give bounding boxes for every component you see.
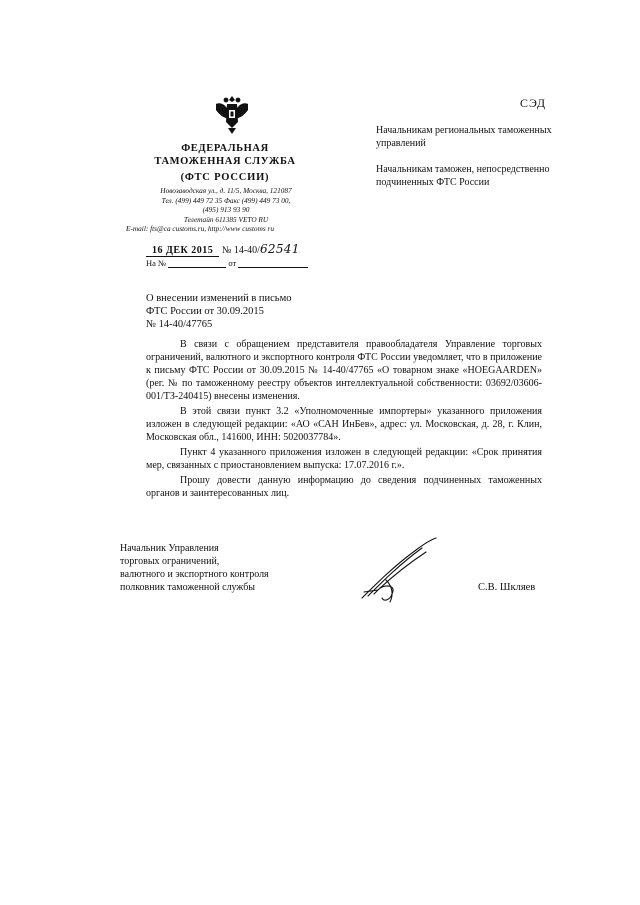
body-paragraph-2: В этой связи пункт 3.2 «Уполномоченные импортеры» указанного приложения изложен в следующей редакции: «АО «САН ИнБев», адрес: ул. Московская, д. 28, г. Клин, Московская обл., 141600, ИНН: 5020037784». <box>146 406 542 443</box>
signer-line4: полковник таможенной службы <box>120 582 256 593</box>
agency-name-block <box>140 142 310 184</box>
reference-line <box>146 258 308 268</box>
letter-body <box>146 338 542 500</box>
addressee-1: Начальникам региональных таможенных управлений <box>376 125 552 149</box>
body-paragraph-1: В связи с обращением представителя правообладателя Управление торговых ограничений, валютного и экспортного контроля ФТС России уведомляет, что в приложение к письму ФТС России от 30.09.2015 № 14-40/47765 «О товарном знаке «HOEGAARDEN» (рег. № по таможенному реестру объектов интеллектуальной собственности: 03692/03606-001/ТЗ-240415) внесены изменения. <box>146 339 542 402</box>
body-paragraph-3: Пункт 4 указанного приложения изложен в следующей редакции: «Срок принятия мер, связанных с приостановлением выпуска: 17.07.2016 г.». <box>146 447 542 471</box>
registration-number-handwritten: 62541 <box>259 242 300 256</box>
reference-number-blank <box>168 259 226 268</box>
signer-line3: валютного и экспортного контроля <box>120 569 269 580</box>
reference-from-label: от <box>228 258 237 268</box>
registration-date: 16 ДЕК 2015 <box>146 245 219 257</box>
agency-name-line2: ТАМОЖЕННАЯ СЛУЖБА <box>154 156 296 167</box>
addressee-2: Начальникам таможен, непосредственно подчиненных ФТС России <box>376 164 550 188</box>
signer-name: С.В. Шкляев <box>478 582 536 593</box>
registration-line <box>146 242 300 257</box>
registration-number-prefix: № 14-40/ <box>221 245 260 256</box>
subject-line3: № 14-40/47765 <box>146 319 213 330</box>
signer-position <box>120 542 340 594</box>
agency-telex: Телетайп 611385 VETO RU <box>183 214 269 224</box>
subject-line2: ФТС России от 30.09.2015 <box>146 306 264 317</box>
signer-line1: Начальник Управления <box>120 543 219 554</box>
body-paragraph-4: Прошу довести данную информацию до сведения подчиненных таможенных органов и заинтересованных лиц. <box>146 475 542 499</box>
agency-name-line1: ФЕДЕРАЛЬНАЯ <box>181 143 269 154</box>
letter-subject <box>146 292 346 331</box>
reference-date-blank <box>238 259 308 268</box>
reference-number-label: На № <box>146 258 167 268</box>
agency-address: Новозаводская ул., д. 11/5, Москва, 121087 <box>160 186 292 195</box>
signature-icon <box>356 536 452 606</box>
subject-line1: О внесении изменений в письмо <box>146 293 292 304</box>
agency-abbreviation: (ФТС РОССИИ) <box>180 172 270 183</box>
eagle-emblem-icon <box>214 92 250 136</box>
sed-stamp: СЭД <box>520 96 547 110</box>
agency-contacts <box>126 186 312 234</box>
signer-line2: торговых ограничений, <box>120 556 220 567</box>
agency-phone-fax: Тел. (499) 449 72 35 Факс (499) 449 73 00, <box>161 195 291 205</box>
addressees <box>376 124 566 202</box>
agency-email: E-mail: fts@ca customs.ru, http://www customs ru <box>126 224 274 233</box>
agency-phone-extra: (495) 913 93 90 <box>202 205 250 214</box>
